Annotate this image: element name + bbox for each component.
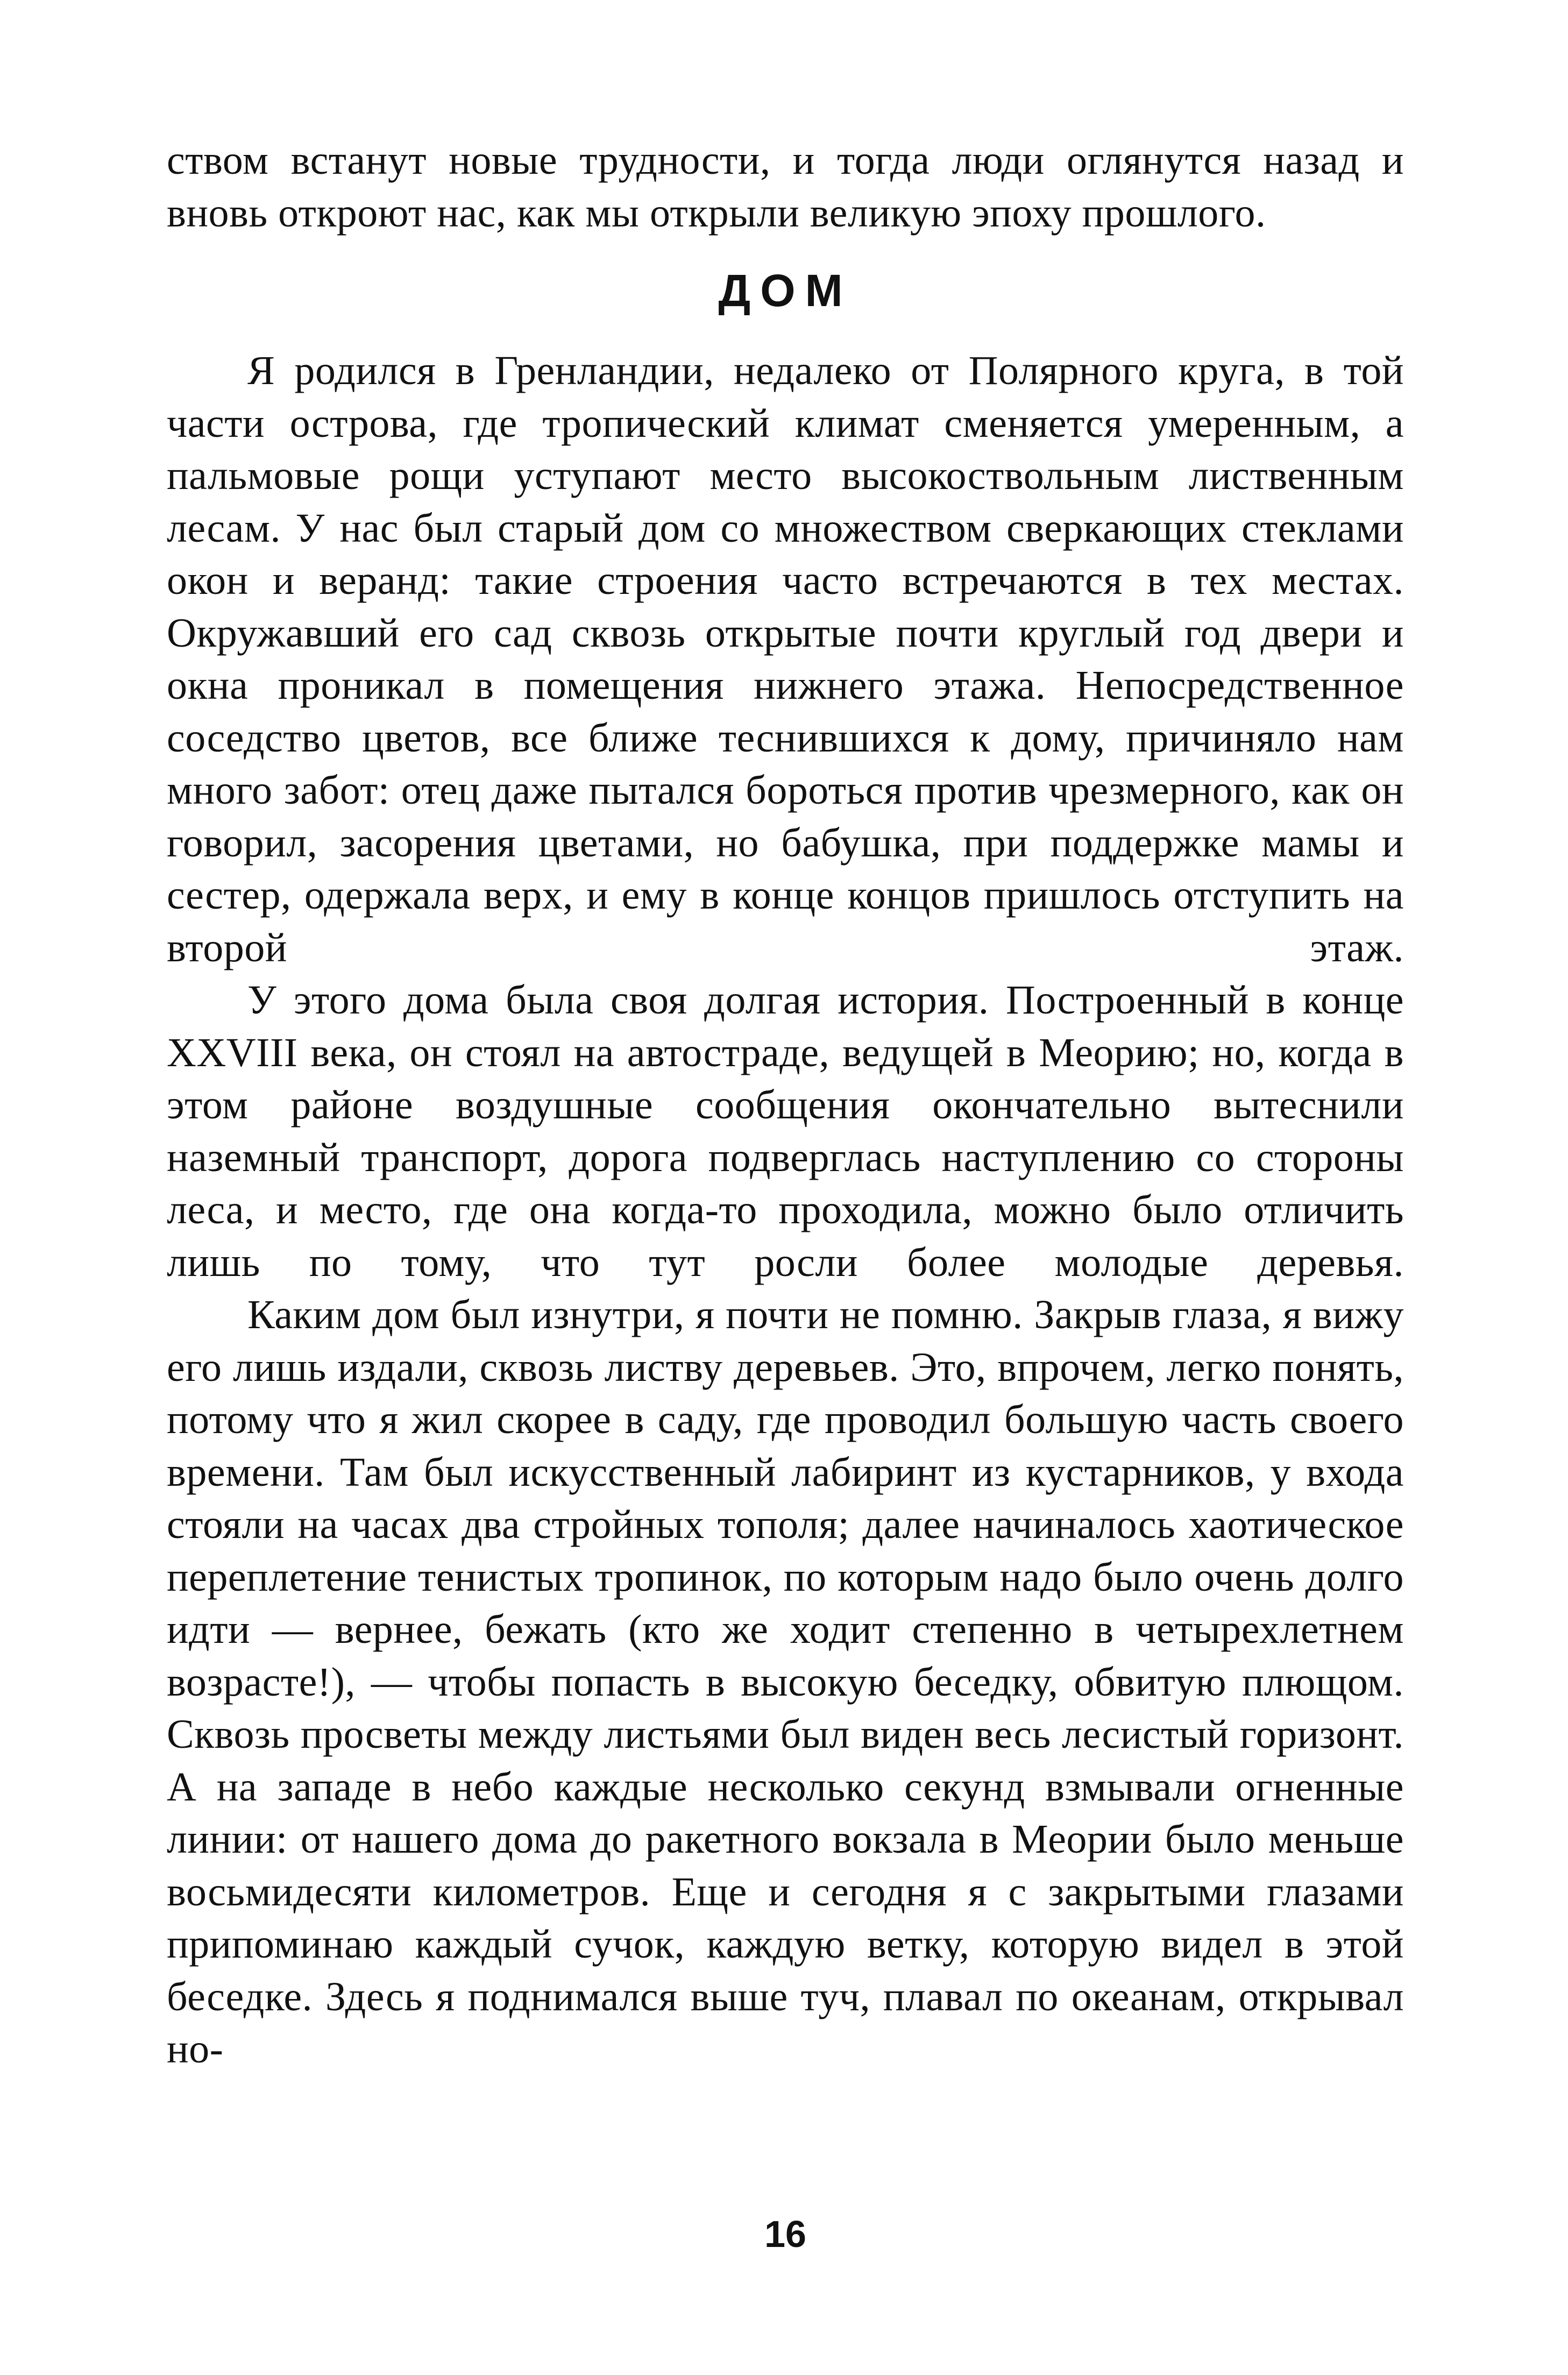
paragraph-house-history: У этого дома была своя долгая история. Построенный в конце XXVIII века, он стоял на автостраде, ведущей в Меорию; но, когда в этом районе воздушные сообщения окончательно вытеснили наземный транспорт, дорога подверглась наступлению со стороны леса, и место, где она когда-то проходила, можно было отличить лишь по тому, что тут росли более молодые деревья. [167, 977, 1404, 1285]
paragraph-birthplace: Я родился в Гренландии, недалеко от Полярного круга, в той части острова, где тропический климат сменяется умеренным, а пальмовые рощи уступают место высокоствольным лиственным лесам. У нас был старый дом со множеством сверкающих стеклами окон и веранд: такие строения часто встречаются в тех местах. Окружавший его сад сквозь открытые почти круглый год двери и окна проникал в помещения нижнего этажа. Непосредственное соседство цветов, все ближе теснившихся к дому, причиняло нам много забот: отец даже пытался бороться против чрезмерного, как он говорил, засорения цветами, но бабушка, при поддержке мамы и сестер, одержала верх, и ему в конце концов пришлось отступить на второй этаж. [167, 348, 1404, 970]
chapter-heading: ДОМ [718, 265, 853, 316]
book-page [167, 134, 1404, 2286]
paragraph-garden-memories: Каким дом был изнутри, я почти не помню. Закрыв глаза, я вижу его лишь издали, сквозь листву деревьев. Это, впрочем, легко понять, потому что я жил скорее в саду, где проводил большую часть своего времени. Там был искусственный лабиринт из кустарников, у входа стояли на часах два стройных тополя; далее начиналось хаотическое переплетение тенистых тропинок, по которым надо было очень долго идти — вернее, бежать (кто же ходит степенно в четырехлетнем возрасте!), — чтобы попасть в высокую беседку, обвитую плющом. Сквозь просветы между листьями был виден весь лесистый горизонт. А на западе в небо каждые несколько секунд взмывали огненные линии: от нашего дома до ракетного вокзала в Меории было меньше восьмидесяти километров. Еще и сегодня я с закрытыми глазами припоминаю каждый сучок, каждую ветку, которую видел в этой беседке. Здесь я поднимался выше туч, плавал по океанам, открывал но- [167, 1292, 1404, 2072]
carry-over-paragraph: ством встанут новые трудности, и тогда люди оглянутся назад и вновь откроют нас, как мы открыли великую эпоху прошлого. [167, 138, 1404, 236]
page-number: 16 [764, 2213, 806, 2255]
